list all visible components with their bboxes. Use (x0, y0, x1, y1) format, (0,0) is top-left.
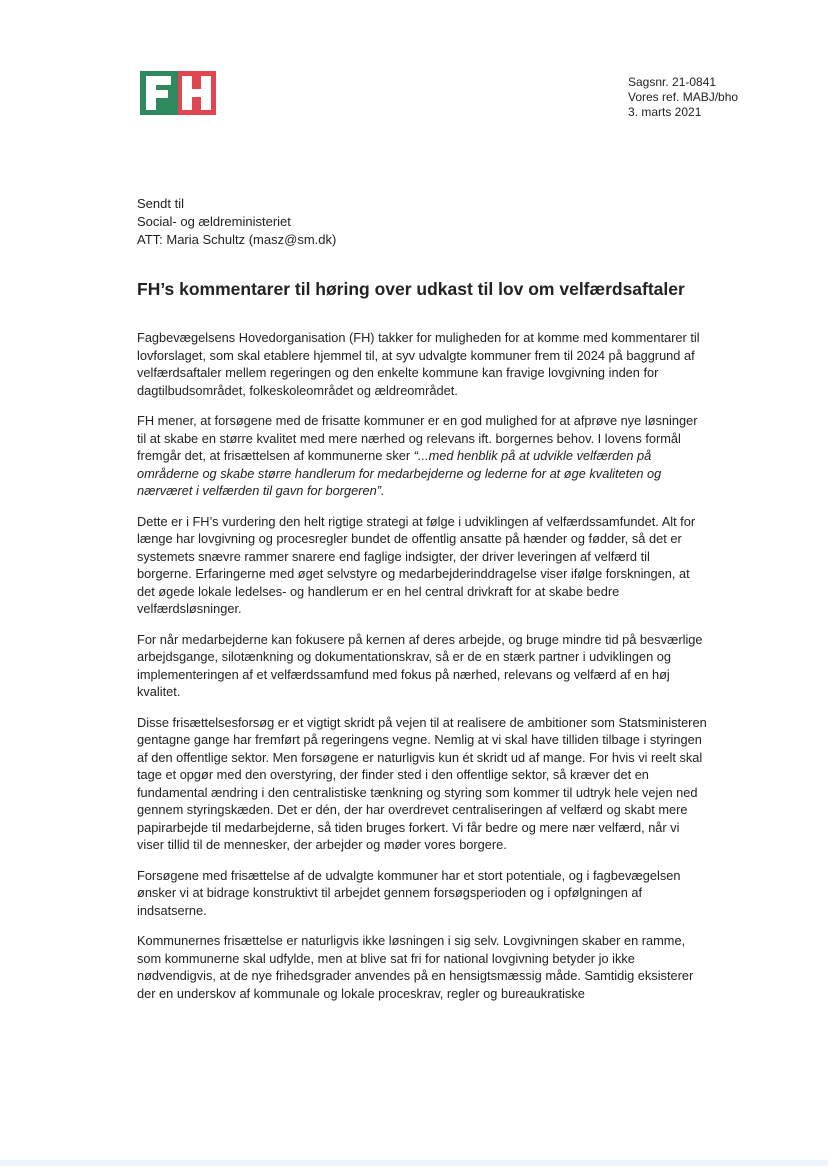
letter-date: 3. marts 2021 (628, 105, 702, 119)
paragraph: For når medarbejderne kan fokusere på kernen af deres arbejde, og bruge mindre tid på besværlige arbejdsgange, silotænkning og dokumentationskrav, så er de en stærk partner i udviklingen og implementeringen af et velfærdssamfund med fokus på nærhed, relevans og velfærd af en høj kvalitet. (137, 631, 703, 699)
paragraph (137, 412, 707, 500)
document-title: FH’s kommentarer til høring over udkast til lov om velfærdsaftaler (137, 279, 685, 299)
law-purpose-quote: “...med henblik på at udvikle velfærden på områderne og skabe større handlerum for medarbejderne og lederne for at øge kvaliteten og nærværet i velfærden til gavn for borgeren”. (137, 448, 662, 498)
case-number: Sagsnr. 21-0841 (628, 75, 717, 89)
recipient-block (137, 195, 336, 249)
fh-logo (140, 71, 216, 115)
document-meta (628, 75, 738, 120)
recipient-organization: Social- og ældreministeriet (137, 214, 291, 229)
paragraph: Disse frisættelsesforsøg er et vigtigt skridt på vejen til at realisere de ambitioner som Statsministeren gentagne gange har fremført på regeringens vegne. Nemlig at vi skal have tilliden tilbage i styringen af den offentlige sektor. Men forsøgene er naturligvis kun ét skridt ud af mange. For hvis vi reelt skal tage et opgør med den overstyring, der finder sted i den offentlige sektor, så kræver det en fundamental ændring i den centralistiske tænkning og styring som kommer til udtryk hele vejen ned gennem styringskæden. Det er dén, der har overdrevet centraliseringen af velfærd og skabt mere papirarbejde til medarbejderne, så tiden bruges forkert. Vi får bedre og mere nær velfærd, når vi viser tillid til de mennesker, der arbejder og møder vores borgere. (137, 714, 707, 852)
paragraph-text: FH mener, at forsøgene med de frisatte kommuner er en god mulighed for at afprøve nye løsninger til at skabe en større kvalitet med mere nærhed og relevans ift. borgernes behov. I lovens formål fremgår det, at frisættelsen af kommunerne sker (137, 413, 698, 463)
paragraph: Kommunernes frisættelse er naturligvis ikke løsningen i sig selv. Lovgivningen skaber en ramme, som kommunerne skal udfylde, men at blive sat fri for national lovgivning betyder jo ikke nødvendigvis, at de nye frihedsgrader anvendes på en hensigtsmæssig måde. Samtidig eksisterer der en underskov af kommunale og lokale proceskrav, regler og bureaukratiske (137, 933, 694, 1001)
paragraph: Forsøgene med frisættelse af de udvalgte kommuner har et stort potentiale, og i fagbevægelsen ønsker vi at bidrage konstruktivt til arbejdet gennem forsøgsperioden og i opfølgningen af indsatserne. (137, 867, 681, 918)
document-body (137, 329, 707, 1015)
paragraph: Dette er i FH’s vurdering den helt rigtige strategi at følge i udviklingen af velfærdssamfundet. Alt for længe har lovgivning og procesregler bundet de offentlig ansatte på hænder og fødder, så det er systemets snævre rammer snarere end faglige indsigter, der driver leveringen af velfærd til borgerne. Erfaringerne med øget selvstyre og medarbejderinddragelse viser ifølge forskningen, at det øgede lokale ledelses- og handlerum er en hel central drivkraft for at skabe bedre velfærdsløsninger. (137, 513, 696, 616)
recipient-label: Sendt til (137, 196, 184, 211)
page-bottom-edge (0, 1160, 828, 1166)
recipient-attention: ATT: Maria Schultz (masz@sm.dk) (137, 232, 337, 247)
paragraph: Fagbevægelsens Hovedorganisation (FH) takker for muligheden for at komme med kommentarer til lovforslaget, som skal etablere hjemmel til, at syv udvalgte kommuner frem til 2024 på baggrund af velfærdsaftaler mellem regeringen og den enkelte kommune kan fravige lovgivning inden for dagtilbudsområdet, folkeskoleområdet og ældreområdet. (137, 330, 700, 398)
reference: Vores ref. MABJ/bho (628, 90, 739, 104)
